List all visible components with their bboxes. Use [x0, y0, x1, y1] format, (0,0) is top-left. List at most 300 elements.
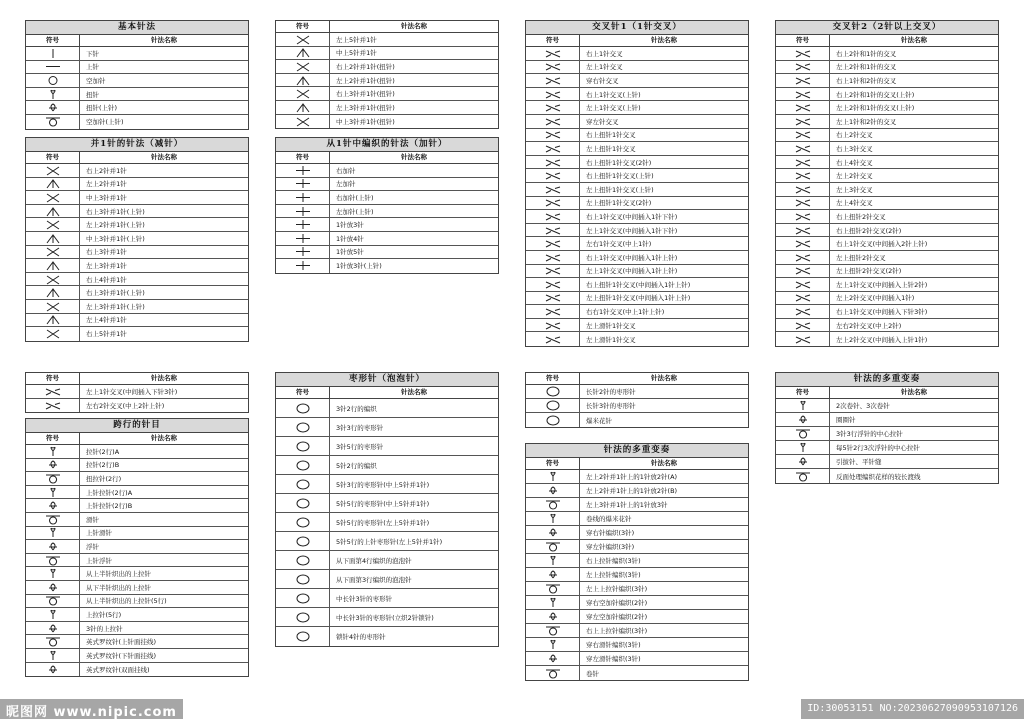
- stitch-symbol-icon: [26, 101, 80, 114]
- table-header: [276, 387, 498, 399]
- stitch-symbol-icon: [526, 251, 580, 264]
- stitch-name: 右上上拉针编织(3针): [586, 627, 648, 635]
- stitch-symbol-icon: [26, 486, 80, 499]
- table-row: [776, 197, 998, 211]
- stitch-name: 右上扭针1针交叉(上针): [586, 172, 654, 181]
- stitch-name: 上针拉针(2行)A: [86, 488, 133, 497]
- table-stitch-variations-1: [525, 443, 749, 681]
- stitch-symbol-icon: [776, 142, 830, 155]
- stitch-name: 英式罗纹针(双面挂线): [86, 665, 150, 674]
- stitch-symbol-icon: [276, 101, 330, 114]
- stitch-name: 左上2针和1针的交叉(上针): [836, 104, 915, 113]
- col-symbol-header: 符号: [26, 373, 80, 384]
- stitch-name: 引拔针、平针缝: [836, 458, 882, 466]
- stitch-name: 左上扭针1针交叉(上针): [586, 185, 654, 194]
- stitch-name: 右上1针交叉(上针): [586, 90, 641, 99]
- col-symbol-header: 符号: [526, 373, 580, 384]
- table-title: 枣形针（泡泡针）: [276, 373, 498, 387]
- stitch-symbol-icon: [776, 183, 830, 196]
- stitch-name: 空加针(上针): [86, 118, 124, 127]
- stitch-name: 3针3行浮针的中心拉针: [836, 430, 903, 438]
- table-row: [526, 582, 748, 596]
- table-row: [276, 627, 498, 646]
- table-row: [276, 232, 498, 246]
- table-row: [776, 455, 998, 469]
- stitch-name: 英式罗纹针(下针面挂线): [86, 651, 157, 660]
- stitch-name: 卷线的爆米花针: [586, 515, 632, 523]
- stitch-symbol-icon: [526, 399, 580, 412]
- table-increase-stitches: [275, 137, 499, 274]
- table-row: [776, 115, 998, 129]
- stitch-symbol-icon: [26, 191, 80, 204]
- stitch-symbol-icon: [26, 164, 80, 177]
- table-row: [276, 475, 498, 494]
- stitch-symbol-icon: [526, 332, 580, 346]
- table-title: 交叉针2（2针以上交叉）: [776, 21, 998, 35]
- stitch-symbol-icon: [526, 210, 580, 223]
- table-row: [276, 551, 498, 570]
- stitch-name: 穿右空加针编织(2针): [586, 599, 648, 607]
- stitch-symbol-icon: [776, 469, 830, 483]
- stitch-symbol-icon: [526, 278, 580, 291]
- stitch-symbol-icon: [26, 259, 80, 272]
- table-row: [26, 300, 248, 314]
- table-row: [526, 484, 748, 498]
- col-name-header: 针法名称: [901, 388, 927, 396]
- table-header: [776, 387, 998, 399]
- table-row: [776, 441, 998, 455]
- stitch-name: 右上1针交叉(中间插入1针上针): [586, 253, 678, 262]
- table-row: [776, 278, 998, 292]
- table-row: [26, 385, 248, 399]
- table-row: [276, 437, 498, 456]
- stitch-name: 2次卷针、3次卷针: [836, 402, 890, 410]
- col-symbol-header: 符号: [26, 433, 80, 444]
- stitch-symbol-icon: [26, 635, 80, 648]
- stitch-symbol-icon: [26, 232, 80, 245]
- stitch-symbol-icon: [26, 445, 80, 458]
- table-row: [26, 327, 248, 341]
- stitch-name: 左上1针和2针的交叉: [836, 117, 897, 126]
- stitch-symbol-icon: [526, 413, 580, 427]
- stitch-symbol-icon: [26, 554, 80, 567]
- table-row: [276, 418, 498, 437]
- stitch-name: 左上1针交叉(中间插入1针下针): [586, 226, 678, 235]
- stitch-symbol-icon: [26, 115, 80, 129]
- stitch-symbol-icon: [276, 33, 330, 46]
- stitch-name: 右上1针交叉: [586, 49, 623, 58]
- stitch-symbol-icon: [276, 608, 330, 626]
- col-name-header: 针法名称: [151, 434, 177, 442]
- stitch-symbol-icon: [276, 456, 330, 474]
- stitch-symbol-icon: [776, 47, 830, 60]
- table-row: [276, 532, 498, 551]
- stitch-name: 卷针: [586, 669, 599, 678]
- stitch-name: 1针放3针: [336, 221, 364, 230]
- stitch-symbol-icon: [526, 484, 580, 497]
- stitch-name: 3针2行的编织: [336, 404, 377, 413]
- stitch-symbol-icon: [26, 88, 80, 101]
- stitch-symbol-icon: [526, 512, 580, 525]
- stitch-symbol-icon: [276, 551, 330, 569]
- stitch-name: 右上3针并1针(上针): [86, 207, 145, 216]
- table-row: [26, 232, 248, 246]
- stitch-name: 左上2针并1针: [86, 180, 127, 189]
- stitch-name: 左上滑针1针交叉: [586, 321, 636, 330]
- stitch-symbol-icon: [776, 74, 830, 87]
- table-header: [276, 21, 498, 33]
- stitch-symbol-icon: [526, 183, 580, 196]
- table-row: [26, 499, 248, 513]
- table-row: [526, 305, 748, 319]
- stitch-name: 上针浮针: [86, 556, 112, 565]
- stitch-symbol-icon: [276, 218, 330, 231]
- table-row: [776, 47, 998, 61]
- stitch-symbol-icon: [776, 129, 830, 142]
- stitch-name: 3针3行的枣形针: [336, 423, 384, 432]
- stitch-symbol-icon: [776, 237, 830, 250]
- table-row: [26, 486, 248, 500]
- table-row: [526, 47, 748, 61]
- table-row: [776, 101, 998, 115]
- table-row: [276, 164, 498, 178]
- stitch-name: 左上1针交叉(上针): [586, 104, 641, 113]
- table-row: [526, 237, 748, 251]
- stitch-name: 3针的上拉针: [86, 624, 123, 633]
- stitch-name: 圈圈针: [836, 416, 856, 424]
- stitch-name: 左上1针交叉: [586, 63, 623, 72]
- stitch-symbol-icon: [776, 265, 830, 278]
- stitch-name: 左上4针交叉: [836, 199, 873, 208]
- stitch-symbol-icon: [276, 513, 330, 531]
- stitch-symbol-icon: [526, 568, 580, 581]
- stitch-symbol-icon: [526, 292, 580, 305]
- table-row: [26, 399, 248, 413]
- stitch-name: 从下面第4行编织的泡泡针: [336, 556, 412, 565]
- stitch-name: 右上1针交叉(中间插入1针下针): [586, 212, 678, 221]
- table-row: [26, 663, 248, 677]
- table-row: [26, 273, 248, 287]
- table-row: [526, 224, 748, 238]
- table-row: [526, 596, 748, 610]
- stitch-symbol-icon: [26, 649, 80, 662]
- table-row: [526, 61, 748, 75]
- stitch-symbol-icon: [26, 581, 80, 594]
- table-stitch-variations-2: [775, 372, 999, 484]
- stitch-symbol-icon: [26, 595, 80, 608]
- stitch-symbol-icon: [276, 589, 330, 607]
- stitch-name: 穿左针编织(3针): [586, 543, 635, 551]
- stitch-symbol-icon: [26, 459, 80, 472]
- table-row: [526, 129, 748, 143]
- stitch-symbol-icon: [776, 197, 830, 210]
- stitch-name: 左上扭针2针交叉(2针): [836, 267, 902, 276]
- table-row: [26, 115, 248, 129]
- stitch-name: 右上5针并1针: [86, 330, 127, 339]
- table-title: 跨行的针目: [26, 419, 248, 433]
- table-row: [776, 169, 998, 183]
- stitch-name: 扭针(上针): [86, 104, 118, 113]
- stitch-symbol-icon: [276, 178, 330, 191]
- stitch-name: 左上4针并1针: [86, 316, 127, 325]
- table-row: [26, 635, 248, 649]
- stitch-symbol-icon: [26, 300, 80, 313]
- table-row: [526, 413, 748, 427]
- table-cross-stitches-cont: [25, 372, 249, 413]
- table-header: [26, 152, 248, 164]
- stitch-symbol-icon: [776, 319, 830, 332]
- table-row: [526, 666, 748, 680]
- stitch-symbol-icon: [276, 60, 330, 73]
- col-symbol-header: 符号: [776, 35, 830, 46]
- stitch-symbol-icon: [526, 224, 580, 237]
- table-row: [26, 622, 248, 636]
- stitch-symbol-icon: [26, 513, 80, 526]
- stitch-name: 空加针: [86, 76, 106, 85]
- table-row: [26, 101, 248, 115]
- table-row: [776, 142, 998, 156]
- table-row: [776, 251, 998, 265]
- stitch-name: 右上扭针1针交叉(2针): [586, 158, 652, 167]
- table-row: [526, 142, 748, 156]
- table-row: [26, 554, 248, 568]
- stitch-name: 反面处理编织花样的较长渡线: [836, 472, 921, 481]
- stitch-symbol-icon: [26, 385, 80, 398]
- stitch-symbol-icon: [26, 273, 80, 286]
- table-row: [776, 332, 998, 346]
- stitch-symbol-icon: [526, 47, 580, 60]
- stitch-symbol-icon: [526, 540, 580, 553]
- stitch-symbol-icon: [276, 494, 330, 512]
- col-symbol-header: 符号: [526, 458, 580, 469]
- stitch-name: 左右2针交叉(中上2针): [836, 321, 902, 330]
- stitch-name: 左上2针并1针(上针): [86, 221, 145, 230]
- stitch-name: 下针: [86, 49, 99, 58]
- stitch-symbol-icon: [526, 470, 580, 483]
- stitch-name: 中上3针并1针: [86, 193, 127, 202]
- stitch-name: 右上2针和1针的交叉(上针): [836, 90, 915, 99]
- table-row: [526, 319, 748, 333]
- stitch-name: 右上扭针2针交叉(2针): [836, 226, 902, 235]
- table-title: 基本针法: [26, 21, 248, 35]
- stitch-name: 扭拉针(2行): [86, 474, 122, 483]
- table-row: [276, 101, 498, 115]
- table-row: [526, 197, 748, 211]
- table-row: [776, 413, 998, 427]
- stitch-name: 左上滑针1针交叉: [586, 335, 636, 344]
- stitch-symbol-icon: [526, 129, 580, 142]
- table-row: [276, 74, 498, 88]
- stitch-name: 左加针(上针): [336, 207, 374, 216]
- stitch-name: 5针3行的枣形针(中上5针并1针): [336, 480, 430, 489]
- table-row: [776, 224, 998, 238]
- col-name-header: 针法名称: [401, 22, 427, 30]
- table-row: [526, 652, 748, 666]
- stitch-symbol-icon: [526, 554, 580, 567]
- table-row: [526, 115, 748, 129]
- stitch-name: 5针2行的编织: [336, 461, 377, 470]
- stitch-symbol-icon: [276, 399, 330, 417]
- stitch-name: 中上5针并1针: [336, 49, 377, 58]
- stitch-symbol-icon: [276, 627, 330, 646]
- stitch-name: 从上半针织出的上拉针(5行): [86, 597, 167, 606]
- stitch-name: 从下半针织出的上拉针: [86, 583, 151, 592]
- stitch-symbol-icon: [776, 101, 830, 114]
- stitch-symbol-icon: [26, 61, 80, 74]
- stitch-name: 左上扭针1针交叉(2针): [586, 199, 652, 208]
- table-row: [526, 292, 748, 306]
- stitch-symbol-icon: [276, 232, 330, 245]
- stitch-name: 左加针: [336, 180, 356, 189]
- table-row: [776, 183, 998, 197]
- watermark-left: 昵图网 www.nipic.com: [0, 699, 183, 719]
- stitch-name: 滑针: [86, 515, 99, 524]
- stitch-symbol-icon: [526, 61, 580, 74]
- stitch-name: 上针: [86, 63, 99, 72]
- col-symbol-header: 符号: [276, 152, 330, 163]
- stitch-symbol-icon: [776, 292, 830, 305]
- stitch-name: 从下面第3行编织的泡泡针: [336, 575, 412, 584]
- table-row: [276, 33, 498, 47]
- col-symbol-header: 符号: [526, 35, 580, 46]
- table-row: [776, 427, 998, 441]
- table-row: [26, 259, 248, 273]
- stitch-name: 左上3针并1针: [86, 261, 127, 270]
- table-row: [776, 399, 998, 413]
- stitch-name: 穿左滑针编织(3针): [586, 655, 641, 663]
- table-row: [526, 554, 748, 568]
- stitch-name: 中长针3针的枣形针: [336, 594, 393, 603]
- stitch-name: 左右1针交叉(中上1针): [586, 240, 652, 249]
- stitch-name: 长针2针的枣形针: [586, 388, 636, 396]
- table-row: [276, 246, 498, 260]
- table-row: [526, 540, 748, 554]
- stitch-name: 上针拉针(2行)B: [86, 502, 133, 511]
- stitch-symbol-icon: [776, 169, 830, 182]
- table-row: [26, 595, 248, 609]
- table-row: [26, 608, 248, 622]
- stitch-name: 右加针(上针): [336, 193, 374, 202]
- stitch-symbol-icon: [26, 567, 80, 580]
- stitch-symbol-icon: [26, 74, 80, 87]
- stitch-symbol-icon: [276, 191, 330, 204]
- table-bobble-stitches-cont: [525, 372, 749, 428]
- stitch-symbol-icon: [526, 265, 580, 278]
- stitch-symbol-icon: [26, 622, 80, 635]
- stitch-symbol-icon: [526, 582, 580, 595]
- stitch-symbol-icon: [26, 246, 80, 259]
- table-row: [776, 469, 998, 483]
- table-cross-stitches-2: [775, 20, 999, 347]
- table-row: [276, 60, 498, 74]
- table-row: [276, 115, 498, 129]
- col-name-header: 针法名称: [401, 153, 427, 161]
- stitch-symbol-icon: [276, 74, 330, 87]
- stitch-name: 穿左空加针编织(2针): [586, 613, 648, 621]
- stitch-symbol-icon: [276, 532, 330, 550]
- stitch-name: 左上1针交叉(中间插入1针上针): [586, 267, 678, 276]
- stitch-name: 左上1针交叉(中间插入上针2针): [836, 280, 928, 289]
- stitch-symbol-icon: [276, 87, 330, 100]
- table-row: [276, 513, 498, 532]
- stitch-name: 左上拉针编织(3针): [586, 571, 641, 579]
- stitch-name: 穿左针交叉: [586, 117, 619, 126]
- stitch-name: 左上扭针1针交叉(中间插入1针上针): [586, 294, 691, 303]
- stitch-name: 左上扭针2针交叉: [836, 253, 886, 262]
- col-symbol-header: 符号: [26, 35, 80, 46]
- stitch-name: 爆米花针: [586, 416, 612, 425]
- col-symbol-header: 符号: [26, 152, 80, 163]
- stitch-symbol-icon: [26, 499, 80, 512]
- stitch-name: 穿右针交叉: [586, 76, 619, 85]
- table-row: [26, 205, 248, 219]
- table-title: 从1针中编织的针法（加针）: [276, 138, 498, 152]
- table-row: [776, 156, 998, 170]
- stitch-name: 右右1针交叉(中上1针上针): [586, 308, 665, 317]
- stitch-name: 右上4针并1针: [86, 275, 127, 284]
- table-row: [526, 278, 748, 292]
- stitch-symbol-icon: [276, 570, 330, 588]
- stitch-name: 拉针(2行)B: [86, 461, 120, 470]
- table-row: [526, 638, 748, 652]
- stitch-name: 右加针: [336, 166, 356, 175]
- stitch-symbol-icon: [26, 218, 80, 231]
- table-row: [776, 292, 998, 306]
- table-row: [776, 210, 998, 224]
- table-row: [26, 47, 248, 61]
- col-name-header: 针法名称: [401, 388, 427, 396]
- table-row: [26, 567, 248, 581]
- stitch-symbol-icon: [526, 237, 580, 250]
- stitch-name: 右上拉针编织(3针): [586, 557, 641, 565]
- table-row: [276, 589, 498, 608]
- col-name-header: 针法名称: [151, 153, 177, 161]
- table-row: [26, 472, 248, 486]
- table-row: [276, 47, 498, 61]
- col-symbol-header: 符号: [776, 387, 830, 398]
- stitch-symbol-icon: [776, 427, 830, 440]
- stitch-name: 右上2针并1针(扭针): [336, 62, 395, 71]
- stitch-symbol-icon: [776, 332, 830, 346]
- table-row: [276, 608, 498, 627]
- stitch-symbol-icon: [526, 142, 580, 155]
- stitch-symbol-icon: [776, 224, 830, 237]
- stitch-symbol-icon: [276, 437, 330, 455]
- stitch-name: 穿右针编织(3针): [586, 529, 635, 537]
- stitch-name: 右上1针和2针的交叉: [836, 76, 897, 85]
- stitch-symbol-icon: [776, 278, 830, 291]
- table-row: [26, 246, 248, 260]
- stitch-name: 左上2针和1针的交叉: [836, 63, 897, 72]
- stitch-symbol-icon: [26, 608, 80, 621]
- stitch-name: 左上2针并1针上的1针放2针(B): [586, 487, 678, 495]
- table-row: [276, 178, 498, 192]
- table-row: [26, 314, 248, 328]
- table-row: [776, 129, 998, 143]
- table-row: [276, 494, 498, 513]
- table-row: [276, 570, 498, 589]
- table-header: [26, 373, 248, 385]
- stitch-symbol-icon: [776, 251, 830, 264]
- stitch-symbol-icon: [26, 327, 80, 341]
- table-row: [26, 164, 248, 178]
- stitch-name: 从上半针织出的上拉针: [86, 570, 151, 579]
- stitch-symbol-icon: [776, 305, 830, 318]
- stitch-name: 右上3针并1针: [86, 248, 127, 257]
- table-row: [276, 259, 498, 273]
- table-row: [526, 526, 748, 540]
- table-row: [276, 191, 498, 205]
